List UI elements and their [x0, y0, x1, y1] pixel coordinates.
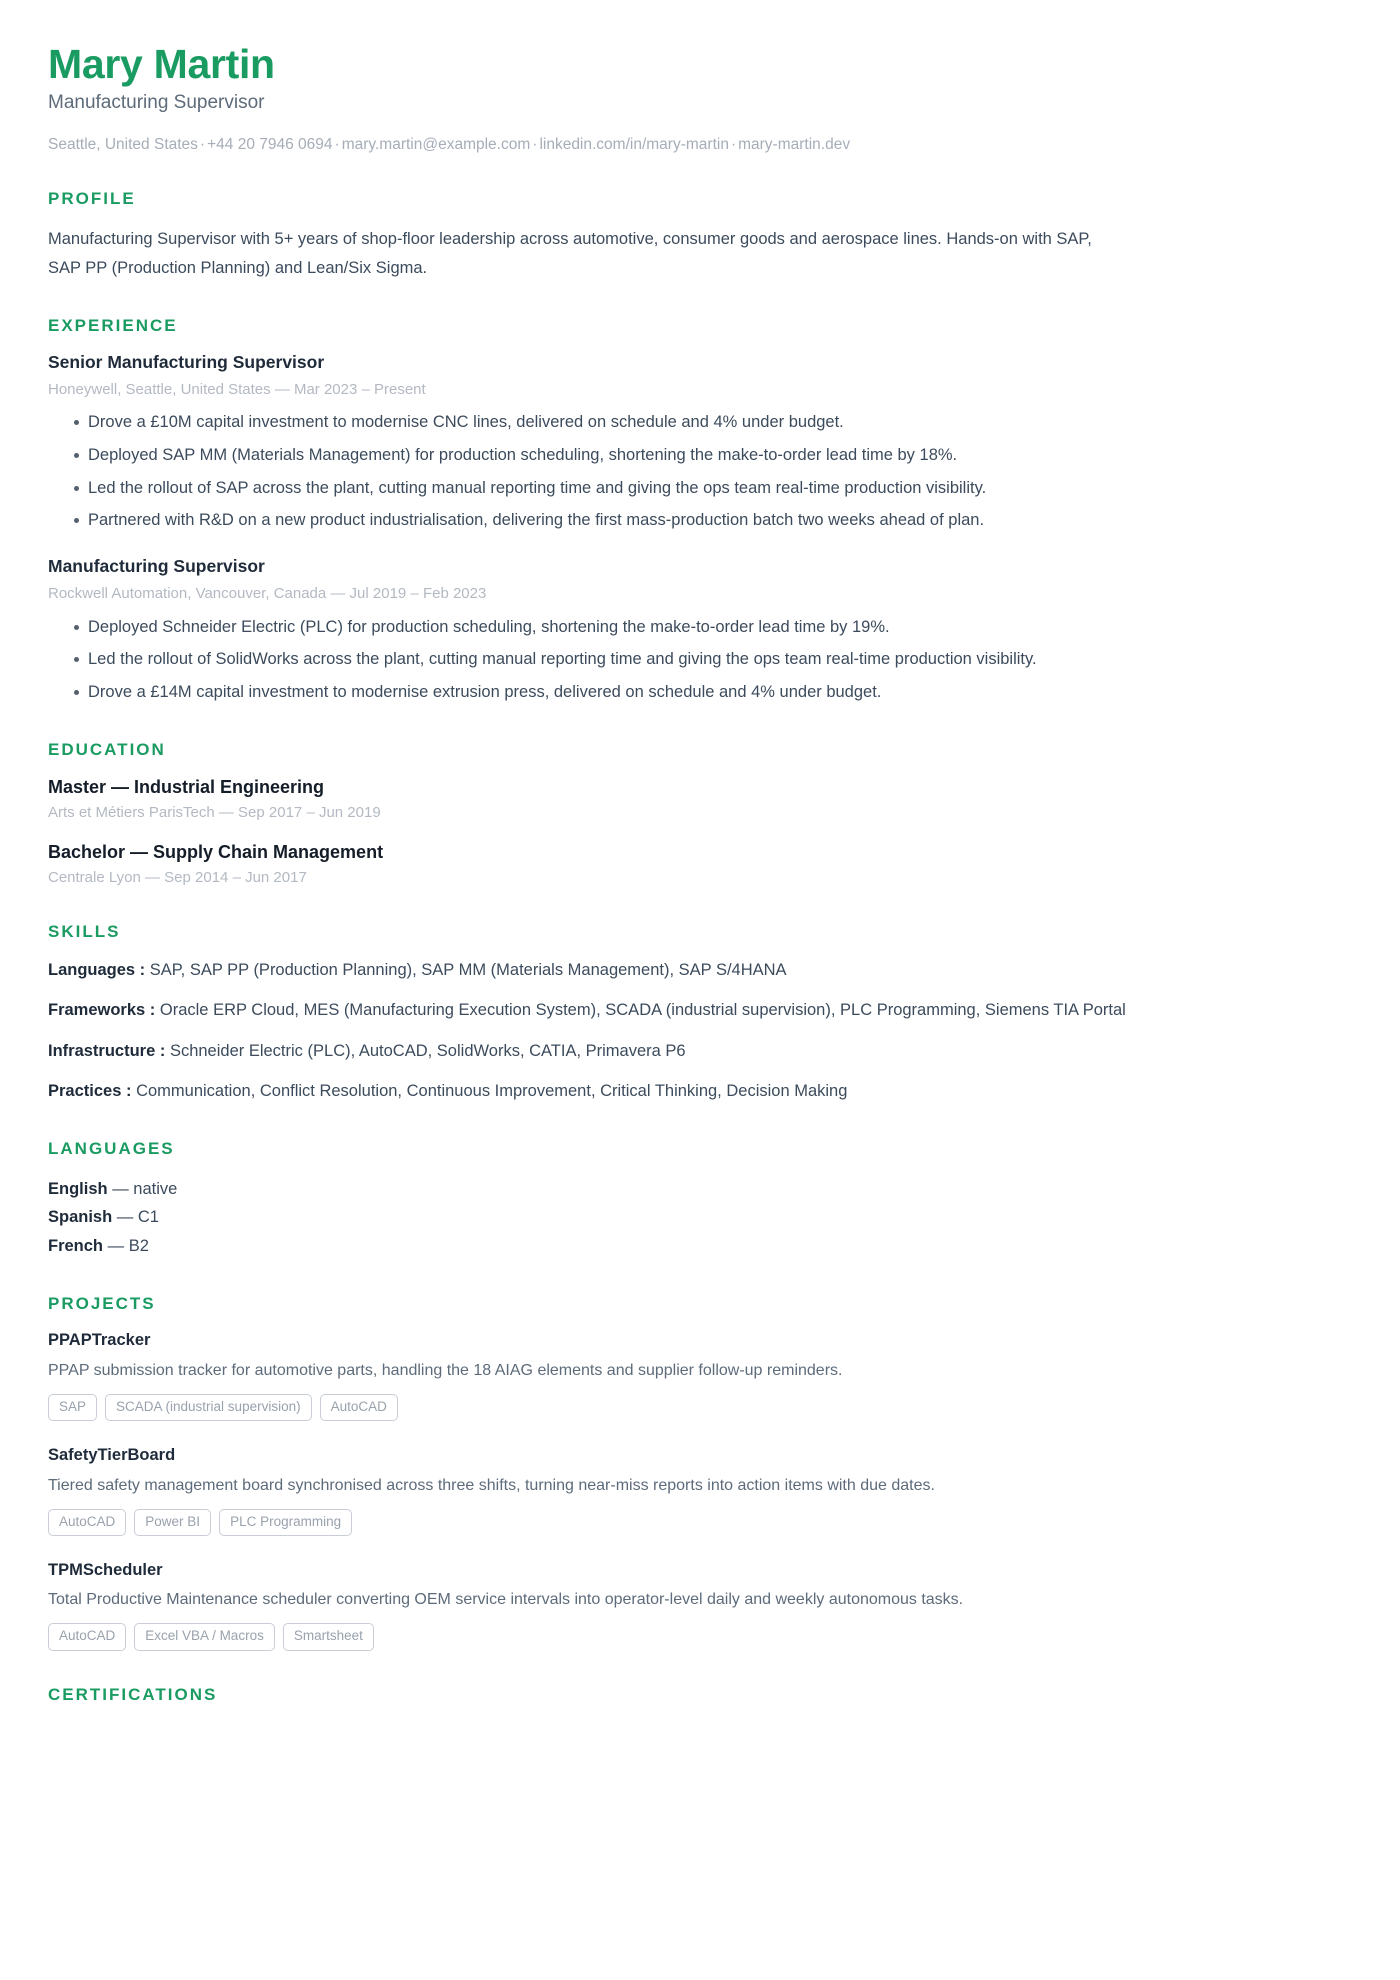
- experience-bullet: Led the rollout of SAP across the plant, cutting manual reporting time and giving the ops team real-time production visibility.: [74, 475, 1352, 502]
- section-profile: [48, 189, 1352, 282]
- education-meta: Centrale Lyon — Sep 2014 – Jun 2017: [48, 869, 307, 887]
- project-name: PPAPTracker: [48, 1331, 151, 1350]
- experience-bullet: Drove a £10M capital investment to modernise CNC lines, delivered on schedule and 4% under budget.: [74, 409, 1352, 436]
- project-tag: Smartsheet: [283, 1623, 374, 1650]
- contact-linkedin[interactable]: linkedin.com/in/mary-martin: [539, 136, 729, 154]
- language-level: — B2: [107, 1236, 149, 1255]
- contact-separator: ·: [334, 136, 340, 154]
- experience-bullet-list: [48, 409, 1352, 534]
- section-experience: [48, 316, 1352, 706]
- contact-separator: ·: [730, 136, 737, 154]
- skill-row: [48, 958, 1352, 984]
- education-entry: [48, 841, 1352, 888]
- language-name: English: [48, 1179, 108, 1198]
- experience-entry: [48, 556, 1352, 706]
- education-degree: Master — Industrial Engineering: [48, 776, 325, 797]
- project-name: SafetyTierBoard: [48, 1445, 176, 1464]
- section-title-profile: PROFILE: [48, 189, 136, 209]
- contact-separator: ·: [532, 136, 538, 154]
- education-entry: [48, 776, 1352, 823]
- skill-category-label: Languages :: [48, 960, 146, 979]
- skill-row: [48, 1079, 1352, 1105]
- language-row: [48, 1175, 1352, 1203]
- project-description: Total Productive Maintenance scheduler converting OEM service intervals into operator-level daily and weekly autonomous tasks.: [48, 1591, 964, 1609]
- project-description: Tiered safety management board synchronised across three shifts, turning near-miss reports into action items with due dates.: [48, 1476, 935, 1494]
- section-certifications: [48, 1685, 1352, 1705]
- education-meta: Arts et Métiers ParisTech — Sep 2017 – Jun 2019: [48, 804, 381, 822]
- contact-location: Seattle, United States: [48, 136, 198, 154]
- experience-bullet: Led the rollout of SolidWorks across the plant, cutting manual reporting time and giving the ops team real-time production visibility.: [74, 646, 1352, 673]
- project-tag: AutoCAD: [48, 1509, 126, 1536]
- resume-header: [48, 42, 1352, 155]
- experience-role: Manufacturing Supervisor: [48, 556, 265, 577]
- project-tag: Excel VBA / Macros: [134, 1623, 275, 1650]
- skill-category-label: Frameworks :: [48, 1001, 156, 1020]
- profile-summary: Manufacturing Supervisor with 5+ years of shop-floor leadership across automotive, consumer goods and aerospace lines. Hands-on with SAP, SAP PP (Production Planning) and Lean/Six Sigma.: [48, 230, 1092, 277]
- experience-bullet: Deployed Schneider Electric (PLC) for production scheduling, shortening the make-to-order lead time by 19%.: [74, 614, 1352, 641]
- project-description: PPAP submission tracker for automotive parts, handling the 18 AIAG elements and supplier follow-up reminders.: [48, 1361, 843, 1379]
- experience-role: Senior Manufacturing Supervisor: [48, 351, 325, 372]
- skill-category-label: Infrastructure :: [48, 1041, 166, 1060]
- project-tag-list: [48, 1394, 1352, 1421]
- skill-category-label: Practices :: [48, 1082, 132, 1101]
- experience-meta: Honeywell, Seattle, United States — Mar 2023 – Present: [48, 380, 426, 398]
- skill-values: Oracle ERP Cloud, MES (Manufacturing Execution System), SCADA (industrial supervision), PLC Programming, Siemens TIA Portal: [159, 1001, 1126, 1020]
- language-level: — C1: [116, 1208, 159, 1227]
- skill-row: [48, 998, 1352, 1024]
- section-projects: [48, 1294, 1352, 1650]
- section-title-languages: LANGUAGES: [48, 1138, 175, 1158]
- language-name: French: [48, 1236, 104, 1255]
- experience-bullet: Partnered with R&D on a new product industrialisation, delivering the first mass-production batch two weeks ahead of plan.: [74, 507, 1352, 534]
- skill-values: Schneider Electric (PLC), AutoCAD, SolidWorks, CATIA, Primavera P6: [169, 1041, 686, 1060]
- language-level: — native: [112, 1179, 178, 1198]
- section-education: [48, 740, 1352, 888]
- skill-row: [48, 1039, 1352, 1065]
- experience-bullet-list: [48, 614, 1352, 706]
- education-degree: Bachelor — Supply Chain Management: [48, 841, 384, 862]
- contact-line: [48, 135, 1352, 155]
- section-title-certifications: CERTIFICATIONS: [48, 1684, 218, 1704]
- experience-entry: [48, 352, 1352, 534]
- project-item: [48, 1445, 1352, 1536]
- candidate-name: Mary Martin: [48, 41, 275, 87]
- project-tag: SAP: [48, 1394, 97, 1421]
- language-name: Spanish: [48, 1208, 113, 1227]
- language-row: [48, 1203, 1352, 1231]
- experience-meta: Rockwell Automation, Vancouver, Canada — Jul 2019 – Feb 2023: [48, 585, 487, 603]
- project-tag: AutoCAD: [320, 1394, 398, 1421]
- candidate-job-title: Manufacturing Supervisor: [48, 92, 265, 114]
- language-row: [48, 1232, 1352, 1260]
- section-title-projects: PROJECTS: [48, 1294, 156, 1314]
- section-title-skills: SKILLS: [48, 921, 121, 941]
- project-tag-list: [48, 1623, 1352, 1650]
- skill-values: Communication, Conflict Resolution, Continuous Improvement, Critical Thinking, Decision Making: [136, 1082, 848, 1101]
- contact-separator: ·: [199, 136, 206, 154]
- experience-bullet: Drove a £14M capital investment to modernise extrusion press, delivered on schedule and 4% under budget.: [74, 679, 1352, 706]
- experience-bullet: Deployed SAP MM (Materials Management) for production scheduling, shortening the make-to-order lead time by 18%.: [74, 442, 1352, 469]
- project-tag-list: [48, 1509, 1352, 1536]
- project-tag: AutoCAD: [48, 1623, 126, 1650]
- contact-website[interactable]: mary-martin.dev: [738, 136, 851, 154]
- section-title-education: EDUCATION: [48, 739, 166, 759]
- project-item: [48, 1560, 1352, 1651]
- skill-values: SAP, SAP PP (Production Planning), SAP MM (Materials Management), SAP S/4HANA: [149, 960, 787, 979]
- contact-phone: +44 20 7946 0694: [207, 136, 333, 154]
- section-languages: [48, 1139, 1352, 1260]
- section-skills: [48, 922, 1352, 1105]
- project-tag: Power BI: [134, 1509, 211, 1536]
- project-tag: SCADA (industrial supervision): [105, 1394, 312, 1421]
- contact-email[interactable]: mary.martin@example.com: [341, 136, 531, 154]
- project-item: [48, 1330, 1352, 1421]
- project-tag: PLC Programming: [219, 1509, 352, 1536]
- section-title-experience: EXPERIENCE: [48, 315, 178, 335]
- project-name: TPMScheduler: [48, 1560, 163, 1579]
